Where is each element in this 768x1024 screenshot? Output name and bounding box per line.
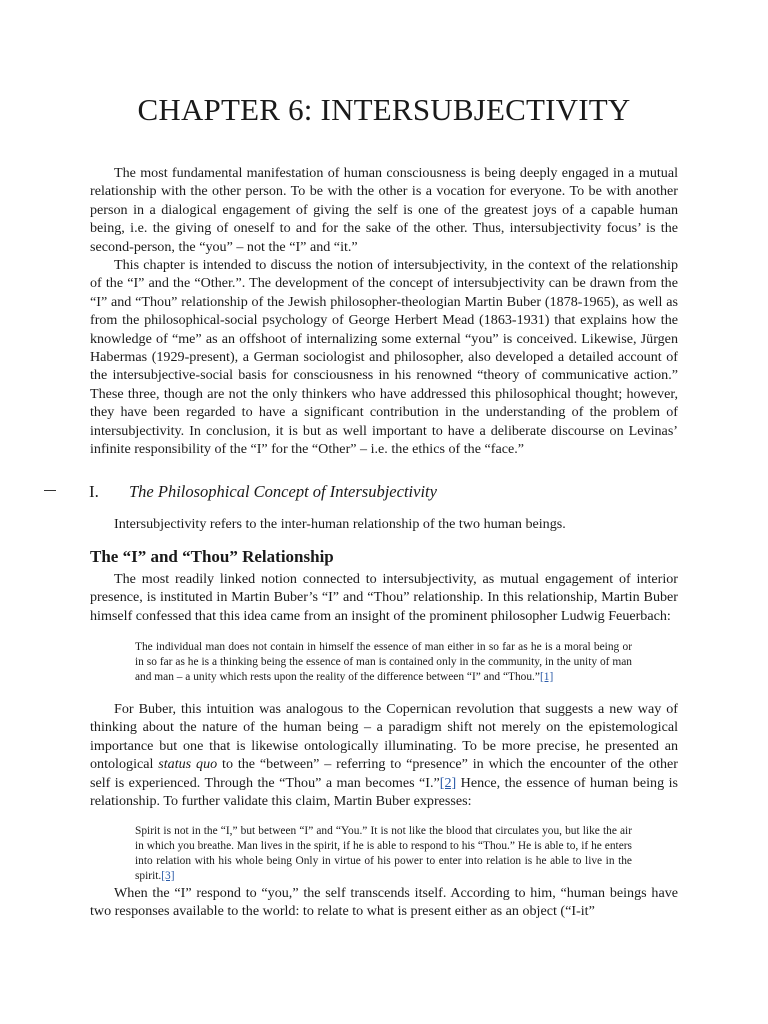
block-quote-1 bbox=[135, 640, 632, 685]
paragraph-5-block bbox=[90, 884, 678, 921]
section-title: The Philosophical Concept of Intersubjectivity bbox=[129, 482, 437, 501]
block-quote-2 bbox=[135, 824, 632, 884]
chapter-title: CHAPTER 6: INTERSUBJECTIVITY bbox=[137, 92, 631, 127]
paragraph-5: When the “I” respond to “you,” the self transcends itself. According to him, “human beings have two responses available to the world: to relate to what is present either as an object (“I-it” bbox=[90, 885, 678, 920]
quote-1-text: The individual man does not contain in himself the essence of man either in so far as he is a moral being or in so far as he is a thinking being the essence of man is contained only in the community, in the unity of man and man – a unity which rests upon the reality of the difference between “I” and “Thou.” bbox=[135, 641, 632, 683]
section-intro: Intersubjectivity refers to the inter-human relationship of the two human beings. bbox=[114, 516, 566, 532]
subheading: The “I” and “Thou” Relationship bbox=[90, 547, 334, 566]
status-quo-italic: status quo bbox=[158, 756, 218, 773]
footnote-link-1[interactable]: [1] bbox=[539, 670, 554, 683]
paragraph-4-text-a: For Buber, this intuition was analogous to the Copernican revolution that suggests a new way of thinking about the nature of the human being – a paradigm shift not merely on the epistemological importance but one that is likewise ontologically illuminating. To be more precise, he presented an ontological bbox=[90, 701, 678, 773]
paragraph-4-text-c: Hence, the essence of human being is relationship. To further validate this claim, Martin Buber expresses: bbox=[90, 774, 679, 810]
section-marker bbox=[44, 490, 56, 491]
paragraph-2: This chapter is intended to discuss the notion of intersubjectivity, in the context of the relationship of the “I” and the “Other.”. The development of the concept of intersubjectivity can be drawn from the “I” and “Thou” relationship of the Jewish philosopher-theologian Martin Buber (1878-1965), as well as from the philosophical-social psychology of George Herbert Mead (1863-1931) that explains how the knowledge of “me” as an offshoot of internalizing some external “you” is conceived. Likewise, Jürgen Habermas (1929-present), a German sociologist and philosopher, also developed a detailed account of the intersubjective-social basis for consciousness in his renowned “theory of communicative action.” These three, though are not the only thinkers who have addressed this philosophical thought; however, they have been regarded to have a significant contribution in the understanding of the problem of intersubjectivity. In conclusion, it is but as well important to have a deliberate discourse on Levinas’ infinite responsibility of the “I” for the “Other” – i.e. the ethics of the “face.” bbox=[90, 257, 678, 458]
footnote-link-3[interactable]: [3] bbox=[161, 869, 175, 882]
paragraph-4-text-b: to the “between” – referring to “presence” in which the encounter of the other self is experienced. Through the “Thou” a man becomes “I.” bbox=[90, 756, 679, 791]
footnote-link-2[interactable]: [2] bbox=[439, 774, 457, 791]
paragraph-3: The most readily linked notion connected to intersubjectivity, as mutual engagement of interior presence, is instituted in Martin Buber’s “I” and “Thou” relationship. In this relationship, Martin Buber himself confessed that this idea came from an insight of the prominent philosopher Ludwig Feuerbach: bbox=[90, 571, 678, 624]
section-number: I. bbox=[89, 482, 99, 501]
section-heading bbox=[0, 482, 768, 506]
paragraph-4 bbox=[90, 700, 678, 810]
paragraph-4-block bbox=[90, 700, 678, 810]
paragraph-1: The most fundamental manifestation of human consciousness is being deeply engaged in a mutual relationship with the other person. To be with the other is a vocation for everyone. To be with another person in a dialogical engagement of giving the self is one of the greatest joys of a capable human being, i.e. the giving of oneself to and for the sake of the other. Thus, intersubjectivity focus’ is the second-person, the “you” – not the “I” and “it.” bbox=[90, 165, 678, 255]
paragraph-3-block bbox=[90, 570, 678, 625]
quote-2-text: Spirit is not in the “I,” but between “I” and “You.” It is not like the blood that circulates you, but like the air in which you breathe. Man lives in the spirit, if he is able to respond to his “Thou.” He is able to, if he enters into relation with his whole being Only in virtue of his power to enter into relation is he able to live in the spirit. bbox=[135, 825, 632, 882]
intro-paragraphs bbox=[90, 164, 678, 459]
